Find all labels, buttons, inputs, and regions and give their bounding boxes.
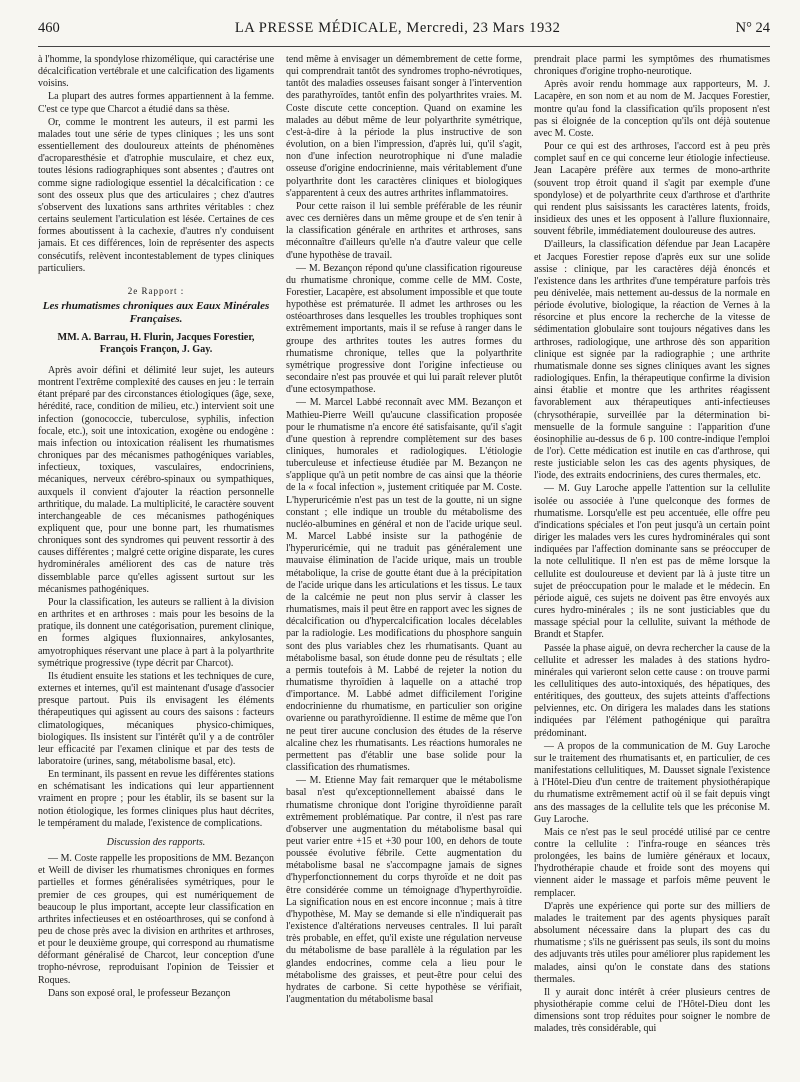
paragraph: — A propos de la communication de M. Guy Laroche sur le traitement des rhumatisants et, en particulier, de ces manifestations cellulitiques, M. Dausset signale l'existence à l'Hôtel-Dieu d'un centre de traitement physiothérapique du rhumatisme extrêmement actif où il se fait depuis vingt ans des massages de la cellulite tels que les préconise M. Guy Laroche. [534,740,770,825]
column-1 [38,54,274,1076]
paragraph: Pour la classification, les auteurs se rallient à la division en arthrites et en arthroses : mais pour les besoins de la pratique, ils donnent une catégorisation, purement clinique, en formes algiques fluxionnaires, ankylosantes, amyotrophiques réservant une place à part à la polyarthrite symétrique progressive (type décrit par Charcot). [38,596,274,669]
rapport-number: 2e Rapport : [127,285,185,296]
paragraph: — M. Guy Laroche appelle l'attention sur la cellulite isolée ou associée à l'une quelconque des formes de rhumatisme. Lorsqu'elle est peu accentuée, elle offre peu d'indications spéciales et l'on peut jusqu'à un certain point diriger les malades vers les cures hydrominérales qui sont indiquées par l'affection dominante sans se préoccuper de la note cellulitique. Il n'en est pas de même lorsque la cellulite est douloureuse et devient par là à juste titre un sujet de préoccupation pour le malade et le médecin. En période aiguë, ces sujets ne doivent pas être envoyés aux cures hydro-minérales ; ils ne sont justiciables que du massage spécial pour la cellulite, suivant la méthode de Brandt et Stapfer. [534,483,770,641]
paragraph: Après avoir défini et délimité leur sujet, les auteurs montrent l'extrême complexité des causes en jeu : le terrain étant préparé par des circonstances étiologiques (âge, sexe, hérédité, race, condition de milieu, etc.) intervient soit une infection (gonococcie, tuberculose, syphilis, infection focale, etc.), soit une intoxication, exogène ou endogène : mais infection ou intoxication réalisent les rhumatismes chroniques par des mécanismes pathogéniques variables, infectieux, toxiques, vasculaires, endocriniens, mécaniques, nerveux cérébro-spinaux ou sympathiques, auxquels il convient d'ajouter la réaction personnelle arthritique, du malade. La multiplicité, le caractère souvent interchangeable de ces mécanismes pathogéniques expliquent que, pour une bonne part, les rhumatismes chroniques sont des syndromes qui peuvent ressortir à des causes différentes ; malgré cette origine disparate, les cures hydrominérales améliorent des cas de nature très dissemblable parce qu'elles agissent surtout sur les mécanismes pathogéniques. [38,364,274,595]
rapport-authors: MM. A. Barrau, H. Flurin, Jacques Forestier, François Françon, J. Gay. [57,331,255,356]
paragraph: Pour cette raison il lui semble préférable de les réunir avec ces dernières dans un même groupe et de s'en tenir à la classification générale en arthrites et arthroses, sans méconnaître d'ailleurs qu'elle n'a d'autre valeur que celle d'une hypothèse de travail. [286,200,522,261]
page-number: 460 [38,20,60,36]
issue-number: N° 24 [735,20,770,36]
paragraph: à l'homme, la spondylose rhizomélique, qui caractérise une décalcification vertébrale et une calcification des ligaments voisins. [38,54,274,90]
paragraph: La plupart des autres formes appartiennent à la femme. C'est ce type que Charcot a étudié dans sa thèse. [38,91,274,115]
paragraph: tend même à envisager un démembrement de cette forme, qui comprendrait tantôt des syndromes tropho-névrotiques, tantôt des maladies osseuses faisant songer à l'intervention des parathyroïdes, tantôt enfin des polyarthrites vraies. M. Coste discute cette conception. Quand on examine les malades au début même de leur polyarthrite symétrique, c'est-à-dire à la période la plus instructive de son évolution, on a bien l'impression, d'après lui, qu'il s'agit, non d'une infection neurotrophique ni d'une maladie osseuse d'origine endocrinienne, mais véritablement d'une polyarthrite dont les caractères cliniques et biologiques s'apparentent à ceux des autres arthrites inflammatoires. [286,54,522,199]
discussion-heading: Discussion des rapports. [106,836,206,848]
paragraph: — M. Marcel Labbé reconnaît avec MM. Bezançon et Mathieu-Pierre Weill qu'aucune classification proposée pour le rhumatisme n'a encore été satisfaisante, qu'il s'agit d'une question à reprendre complètement sur des bases cliniques, humorales et radiologiques. L'étiologie tuberculeuse et infectieuse étudiée par M. Bezançon ne s'applique qu'à un petit nombre de cas ainsi que la théorie de la « focal infection », justement critiquée par M. Coste. L'hyperuricémie n'est pas un test de la goutte, ni un signe constant ; elle indique un trouble du métabolisme des nucléo-albumines en général et non de l'acide urique seul. M. Marcel Labbé insiste sur la pathogénie de l'hyperuricémie, qui ne traduit pas généralement une mauvaise élimination de l'acide urique, mais un trouble métabolique, la crise de goutte étant due à la précipitation de l'acide urique dans les articulations et les tissus. Le taux de la calcémie ne peut non plus servir à classer les rhumatismes, mais il peut être en rapport avec les signes de décalcification ou d'hypercalcification locales décelables par la radiologie. Les modifications du phosphore sanguin sont des plus variables chez les rhumatisants. Quant au métabolisme basal, son étude donne peu de résultats ; elle a permis toutefois à M. Labbé de rejeter la notion du rhumatisme thyroïdien à laquelle on a attaché trop d'importance. M. Labbé admet difficilement l'origine endocrinienne du rhumatisme, en particulier son origine ovarienne ou parathyroïdienne. Il estime de même que l'on ne peut tirer aucune conclusion des études de la réserve alcaline chez les rhumatisants. Les réactions humorales ne permettent pas d'établir une base solide pour la classification des rhumatismes. [286,397,522,774]
text-columns [38,54,770,1076]
paragraph: Or, comme le montrent les auteurs, il est parmi les malades tout une série de types cliniques ; les uns sont essentiellement des douloureux atteints de phénomènes d'acroparesthésie et d'atrophie musculaire, et chez eux, toutes lésions radiographiques sont absentes ; d'autres ont comme signe radiologique essentiel la décalcification : ce sont des osseux plus que des articulaires ; chez d'autres s'observent des luxations sans arthrites véritables : chez certains seulement l'articulation est lésée. Certaines de ces formes aboutissent à la cachexie, d'autres n'y conduisent jamais. Et ces différences, loin de représenter des aspects consécutifs, relèvent incontestablement de types cliniques particuliers. [38,116,274,274]
paragraph: prendrait place parmi les symptômes des rhumatismes chroniques d'origine tropho-neurotique. [534,54,770,78]
rapport-title: Les rhumatismes chroniques aux Eaux Minérales Françaises. [42,299,270,325]
column-3 [534,54,770,1076]
paragraph: Il y aurait donc intérêt à créer plusieurs centres de physiothérapie comme celui de l'Hôtel-Dieu dont les dimensions sont trop réduites pour soigner le nombre de malades, très considérable, qui [534,986,770,1035]
paragraph: En terminant, ils passent en revue les différentes stations en schématisant les indications qui leur appartiennent vraiment en propre ; pour les établir, ils se basent sur la notion étiologique, les formes cliniques plus haut décrites, le tempérament du malade, l'existence de complications. [38,769,274,829]
header-rule [38,46,770,47]
paragraph: — M. Bezançon répond qu'une classification rigoureuse du rhumatisme chronique, comme celle de MM. Coste, Forestier, Lacapère, est absolument impossible et que toute hypothèse est prématurée. Il admet les arthroses ou les ostéoarthroses dans lesquelles les troubles trophiques sont extrêmement importants, mais il se refuse à ranger dans le groupe des arthrites toutes les autres formes du rhumatisme chronique, telles que la polyarthrite symétrique progressive dont l'origine infectieuse ou secondaire n'est pas prouvée et qui lui paraît relever plutôt d'une ectosympathose. [286,262,522,396]
paragraph: — M. Coste rappelle les propositions de MM. Bezançon et Weill de diviser les rhumatismes chroniques en formes partielles et formes généralisées symétriques, pour le premier de ces groupes, qui est numériquement de beaucoup le plus important, accepte leur classification en arthrites infectieuses et en ostéoarthroses, qui se confond à peu de chose près avec la division en arthrites et arthroses, et pour le deuxième groupe, qui correspond au rhumatisme déformant généralisé de Charcot, leur conception d'une tropho-névrose, reproduisant l'opinion de Teissier et Roques. [38,853,274,986]
page-header [38,20,770,44]
paragraph: Mais ce n'est pas le seul procédé utilisé par ce centre contre la cellulite : l'infra-rouge en séances très prolongées, les bains de lumière généraux et locaux, l'hydrothérapie chaude et froide sont des moyens qui viennent aider le massage et parfois même peuvent le remplacer. [534,826,770,899]
journal-title: LA PRESSE MÉDICALE, Mercredi, 23 Mars 1932 [234,20,561,36]
rapport-heading [38,285,274,326]
paragraph: — M. Etienne May fait remarquer que le métabolisme basal n'est qu'exceptionnellement abaissé dans le rhumatisme chronique dont l'origine thyroïdienne paraît extrêmement problématique. Par contre, il n'est pas rare d'observer une augmentation du métabolisme basal qui peut varier entre +15 et +30 pour 100, en dehors de toute poussée évolutive fébrile. Cette augmentation du métabolisme basal ne s'accompagne jamais de signes d'hyperfonctionnement du corps thyroïde et ne doit pas être considérée comme un témoignage d'hyperthyroïdie. La signification nous en est encore inconnue ; mais à titre d'hypothèse, M. May se demande si elle n'indiquerait pas l'existence d'altérations nerveuses centrales. Il lui paraît très probable, en effet, qu'il existe une régulation nerveuse du métabolisme de base parallèle à la régulation par les glandes endocrines, comme cela a lieu pour le métabolisme des graisses, et peut-être pour celui des hydrates de carbone. Si cette hypothèse se vérifiait, l'augmentation du métabolisme basal [286,775,522,1006]
paragraph: Dans son exposé oral, le professeur Bezançon [48,987,231,999]
paragraph: Après avoir rendu hommage aux rapporteurs, M. J. Lacapère, en son nom et au nom de M. Jacques Forestier, montre qu'au fond la classification qu'ils proposent n'est pas si éloignée de la conception qu'ils ont déjà soutenue avec M. Coste. [534,79,770,139]
paragraph: Pour ce qui est des arthroses, l'accord est à peu près complet sauf en ce qui concerne leur étiologie infectieuse. Jean Lacapère préfère aux termes de mono-arthrite (souvent trop étroit quand il s'agit par exemple d'une spondylose) et de polyarthrite ceux d'arthrose et d'arthrite qui rendent plus saisissants les caractères latents, froids, insidieux des unes et les opposent à l'allure fluxionnaire, souvent fébrile, immédiatement douloureuse des autres. [534,141,770,238]
paragraph: D'après une expérience qui porte sur des milliers de malades le traitement par des agents physiques paraît absolument nécessaire dans la plupart des cas du rhumatisme ; s'ils ne guérissent pas seuls, ils sont du moins des adjuvants très utiles pour améliorer plus rapidement les malades, ainsi qu'on le constate dans des stations thermales. [534,900,770,985]
paragraph: Ils étudient ensuite les stations et les techniques de cure, externes et internes, qu'il est maintenant d'usage d'associer presque partout. Puis ils envisagent les éléments thérapeutiques qui agissent au cours des saisons : facteurs climatologiques, mécaniques physico-chimiques, biologiques. Ils insistent sur l'intérêt qu'il y a de contrôler leur efficacité par l'examen clinique et par des tests de laboratoire (urines, sang, métabolisme basal, etc). [38,670,274,767]
paragraph: D'ailleurs, la classification défendue par Jean Lacapère et Jacques Forestier repose d'après eux sur une solide assise : clinique, par les caractères déjà énoncés et l'existence dans les arthrites d'une température parfois très peu dénivelée, mais nettement au-dessus de la normale en période évolutive, biologique, la réaction de Vernes à la résorcine et plus encore la recherche de la vitesse de sédimentation globulaire sont toujours négatives dans les arthroses, radiologique, une arthrose dès son apparition clinique est signée par la radiographie ; une arthrite rhumatismale donne ses signes cliniques avant les signes radiologiques. Enfin, la thérapeutique confirme la division ainsi établie et montre que les arthrites réagissent favorablement aux thérapeutiques anti-infectieuses (chrysothérapie, surveillée par la détermination bi-mensuelle de la formule sanguine : l'apparition d'une éosinophilie au-dessus de 6 p. 100 contre-indique l'emploi de l'or). Cette médication est inutile en cas d'arthrose, qui reste justiciable selon les cas des agents physiques, de l'iode, des extraits endocriniens, des cures thermales, etc. [534,239,770,482]
column-2 [286,54,522,1076]
paragraph: Passée la phase aiguë, on devra rechercher la cause de la cellulite et adresser les malades à des stations hydro-minérales qui varieront selon cette cause : on trouve parmi les cellulitiques des auto-intoxiqués, des hépatiques, des entéritiques, des goutteux, des sujets atteints d'affections pelviennes, etc. On dirigera les malades dans les stations indiquées par l'élément pathogénique qui paraîtra prédominant. [534,642,770,739]
